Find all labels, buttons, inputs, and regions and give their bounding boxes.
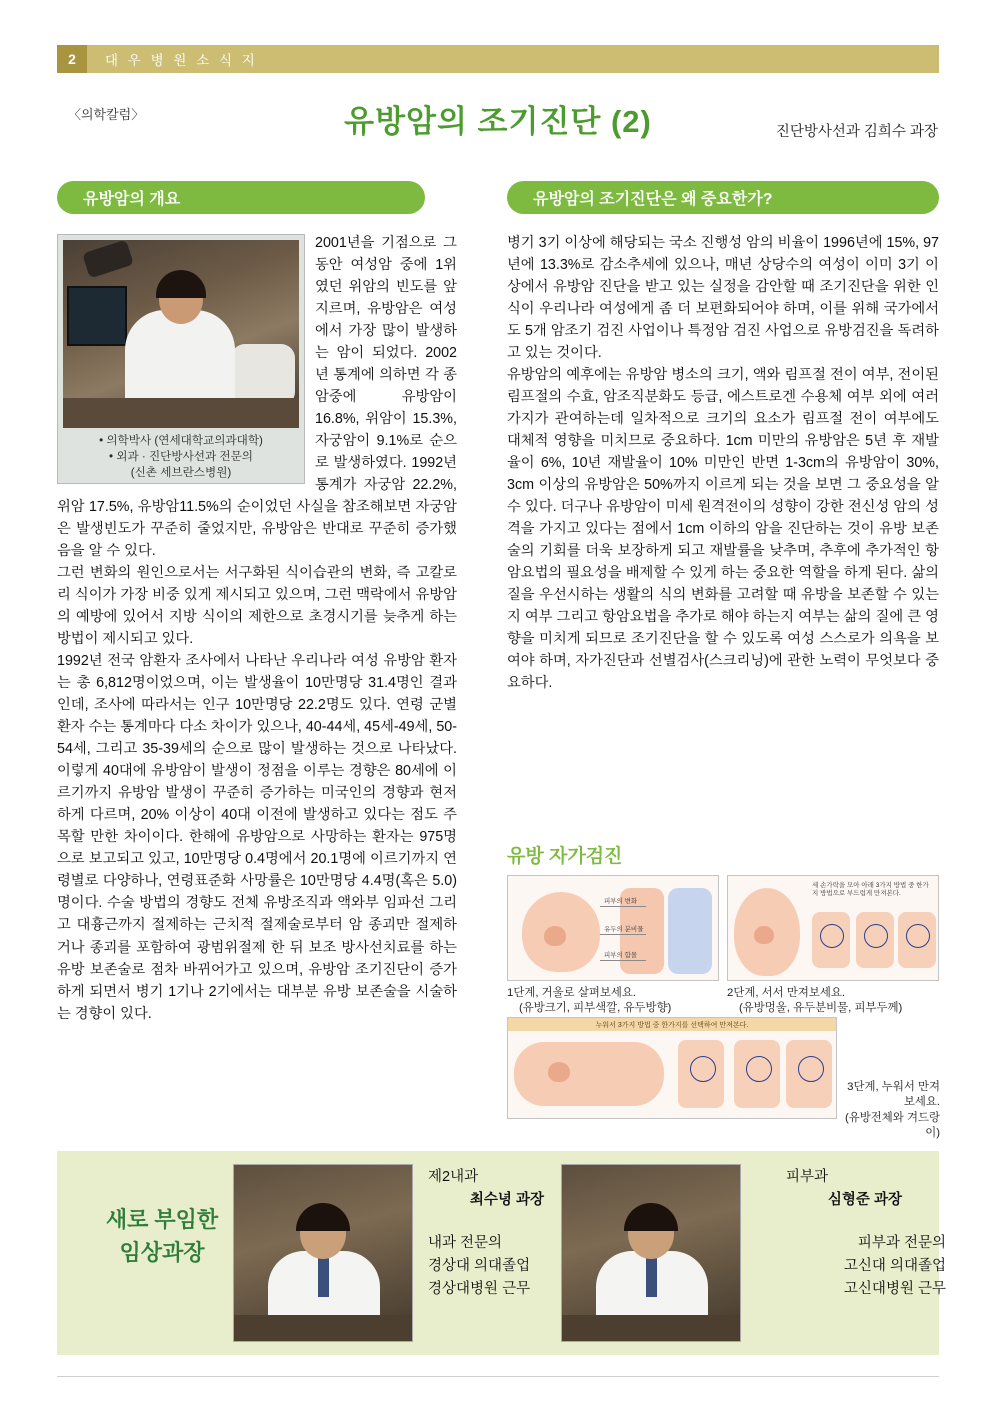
footer-divider	[57, 1376, 939, 1377]
author-photo	[63, 240, 299, 428]
new-doctors-title-line1: 새로 부임한	[105, 1207, 219, 1232]
right-paragraph-1: 병기 3기 이상에 해당되는 국소 진행성 암의 비율이 1996년에 15%, 97년에 13.3%로 감소추세에 있으나, 매년 상당수의 여성이 이미 3기 이상에서 유방암 진단을 받고 있는 실정을 감안할 때 조기진단을 위한 인식이 우리나라 여성에게 좀 더 보편화되어야 하며, 이를 위해 국가에서도 5개 암조기 검진 사업이나 특정암 검진 사업으로 유방검진을 독려하고 있는 것이다.	[507, 235, 939, 362]
selfcheck-caption-1	[507, 986, 719, 1017]
left-paragraph-2: 그런 변화의 원인으로서는 서구화된 식이습관의 변화, 즉 고칼로리 식이가 가장 비중 있게 제시되고 있으며, 그런 맥락에서 유방암의 예방에 있어서 지방 식이의 제한으로 초경시기를 늦추게 하는 방법이 제시되고 있다.	[57, 565, 457, 648]
left-paragraph-1: 2001년을 기점으로 그 동안 여성암 중에 1위였던 위암의 빈도를 앞지르며, 유방암은 여성에서 가장 많이 발생하는 암이 되었다. 2002년 통계에 의하면 각 종 암중에 유방암이 16.8%, 위암이 15.3%, 자궁암이 9.1%로 순으로 발생하였다. 1992년 통계가 자궁암 22.2%, 위암 17.5%, 유방암11.5%의 순이었던 사실을 참조해보면 자궁암은 발생빈도가 꾸준히 줄었지만, 유방암은 반대로 꾸준히 증가했음을 알 수 있다.	[57, 235, 457, 560]
publication-title: 대 우 병 원 소 식 지	[105, 53, 258, 68]
selfcheck-step2-sub: (유방멍울, 유두분비물, 피부두께)	[739, 1002, 903, 1015]
doctor-1-info-1: 내과 전문의	[428, 1235, 503, 1251]
author-photo-box	[57, 234, 305, 484]
selfcheck-figure-2: 세 손가락을 모아 아래 3가지 방법 중 한가지 방법으로 부드럽게 만져본다.	[727, 875, 939, 981]
doctor-2-name: 심형준 과장	[827, 1192, 902, 1209]
doctor-2-info	[786, 1232, 946, 1302]
article-byline: 진단방사선과 김희수 과장	[775, 124, 938, 140]
selfcheck-step1-main: 1단계, 거울로 살펴보세요.	[507, 987, 637, 999]
author-credential-1: • 의학박사 (연세대학교의과대학)	[99, 434, 263, 447]
doctor-photo-2	[561, 1164, 741, 1342]
right-paragraph-2: 유방암의 예후에는 유방암 병소의 크기, 액와 림프절 전이 여부, 전이된 림프절의 수효, 암조직분화도 등급, 에스트로겐 수용체 여부 외에 여러 가지가 관여하는데 일차적으로 크기의 요소가 림프절 전이 여부에도 대체적 영향을 미치므로 중요하다. 1cm 미만의 유방암은 5년 후 재발율이 6%, 10년 재발율이 10% 미만인 반면 1-3cm의 유방암이 30%, 3cm 이상의 유방암은 50%까지 이르게 되는 것을 보면 그 중요성을 알 수 있다. 더구나 유방암이 미세 원격전이의 성향이 강한 전신성 암의 성격을 가지고 있다는 점에서 1cm 이하의 암을 진단하는 것이 유방 보존술의 기회를 더욱 보장하게 되고 재발률을 낮추며, 추후에 추가적인 항암요법의 필요성을 배제할 수 있게 하는 중요한 역할을 하게 된다. 삶의 질을 우선시하는 생활의 식의 변화를 고려할 때 유방을 보존할 수 있는지 여부 그리고 항암요법을 추가로 해야 하는지 여부는 삶의 질에 큰 영향을 미치게 되므로 조기진단을 할 수 있도록 여성 스스로가 의욕을 보여야 하며, 자가진단과 선별검사(스크리닝)에 관한 노력이 무엇보다 중요하다.	[507, 367, 939, 692]
selfcheck-step3-sub: (유방전체와 겨드랑이)	[845, 1111, 940, 1140]
author-credential-2: • 외과 · 진단방사선과 전문의	[108, 449, 253, 463]
page-title: 유방암의 조기진단 (2)	[344, 104, 652, 139]
section-heading-importance: 유방암의 조기진단은 왜 중요한가?	[507, 181, 939, 214]
selfcheck-figure-3	[507, 1017, 837, 1119]
doctor-2-info-2: 고신대 의대졸업	[843, 1258, 946, 1275]
section-heading-overview: 유방암의 개요	[57, 181, 425, 214]
selfcheck-heading: 유방 자가검진	[507, 846, 623, 867]
author-credential-3: (신촌 세브란스병원)	[130, 465, 232, 479]
selfcheck-step3-main: 3단계, 누워서 만져보세요.	[847, 1081, 940, 1109]
doctor-photo-1	[233, 1164, 413, 1342]
article-kicker: 〈의학칼럼〉	[68, 107, 145, 122]
doctor-1-info	[428, 1232, 588, 1302]
doctor-2-heading	[786, 1166, 902, 1212]
author-photo-caption	[63, 433, 299, 481]
left-column	[57, 232, 457, 1025]
doctor-1-info-2: 경상대 의대졸업	[428, 1258, 531, 1275]
doctor-2-dept: 피부과	[786, 1169, 829, 1185]
doctor-2-info-1: 피부과 전문의	[857, 1235, 946, 1251]
new-doctors-title	[72, 1203, 252, 1269]
selfcheck-caption-3	[845, 1080, 940, 1142]
selfcheck-step1-sub: (유방크기, 피부색깔, 유두방향)	[519, 1002, 672, 1015]
right-column	[507, 232, 939, 694]
selfcheck-figure-3-note: 누워서 3가지 방법 중 한가지를 선택하여 만져본다.	[508, 1018, 836, 1031]
selfcheck-caption-2	[727, 986, 939, 1017]
selfcheck-figure-1: 피부의 변화 유두의 분비물 피부의 함몰	[507, 875, 719, 981]
page-number: 2	[57, 45, 87, 73]
doctor-1-info-3: 경상대병원 근무	[428, 1281, 531, 1298]
selfcheck-step2-main: 2단계, 서서 만져보세요.	[727, 987, 846, 999]
left-paragraph-3: 1992년 전국 암환자 조사에서 나타난 우리나라 여성 유방암 환자는 총 6,812명이었으며, 이는 발생율이 10만명당 31.4명인 결과인데, 조사에 따라서는 인구 10만명당 22.2명도 있다. 연령 군별 환자 수는 통계마다 다소 차이가 있으나, 40-44세, 45세-49세, 50-54세, 그리고 35-39세의 순으로 많이 발생하는 것으로 나타났다. 이렇게 40대에 유방암이 발생이 정점을 이루는 경향은 80세에 이르기까지 유방암 발생이 꾸준히 증가하는 미국인의 경향과 현저하게 다르며, 20% 이상이 40대 이전에 발생하고 있다는 점도 주목할 만한 차이이다. 한해에 유방암으로 사망하는 환자는 975명으로 보고되고 있고, 10만명당 0.4명에서 20.1명에 이르기까지 연령별로 다양하나, 연령표준화 사망률은 10만명당 4.4명(혹은 5.0)명이다. 수술 방법의 경향도 전체 유방조직과 액와부 임파선 그리고 대흉근까지 절제하는 근치적 절제술로부터 암 종괴만 절제하거나 종괴를 포함하여 광범위절제 한 뒤 보조 방사선치료를 하는 유방 보존술로 점차 바뀌어가고 있으며, 유방암 조기진단이 증가하게 되면서 병기 1기나 2기에서는 대부분 유방 보존술을 시술하는 경향이 있다.	[57, 653, 457, 1022]
new-doctors-title-line2: 임상과장	[119, 1240, 205, 1265]
doctor-2-info-3: 고신대병원 근무	[843, 1281, 946, 1298]
doctor-1-name: 최수녕 과장	[469, 1192, 544, 1209]
doctor-1-dept: 제2내과	[428, 1169, 479, 1185]
doctor-1-heading	[428, 1166, 544, 1212]
